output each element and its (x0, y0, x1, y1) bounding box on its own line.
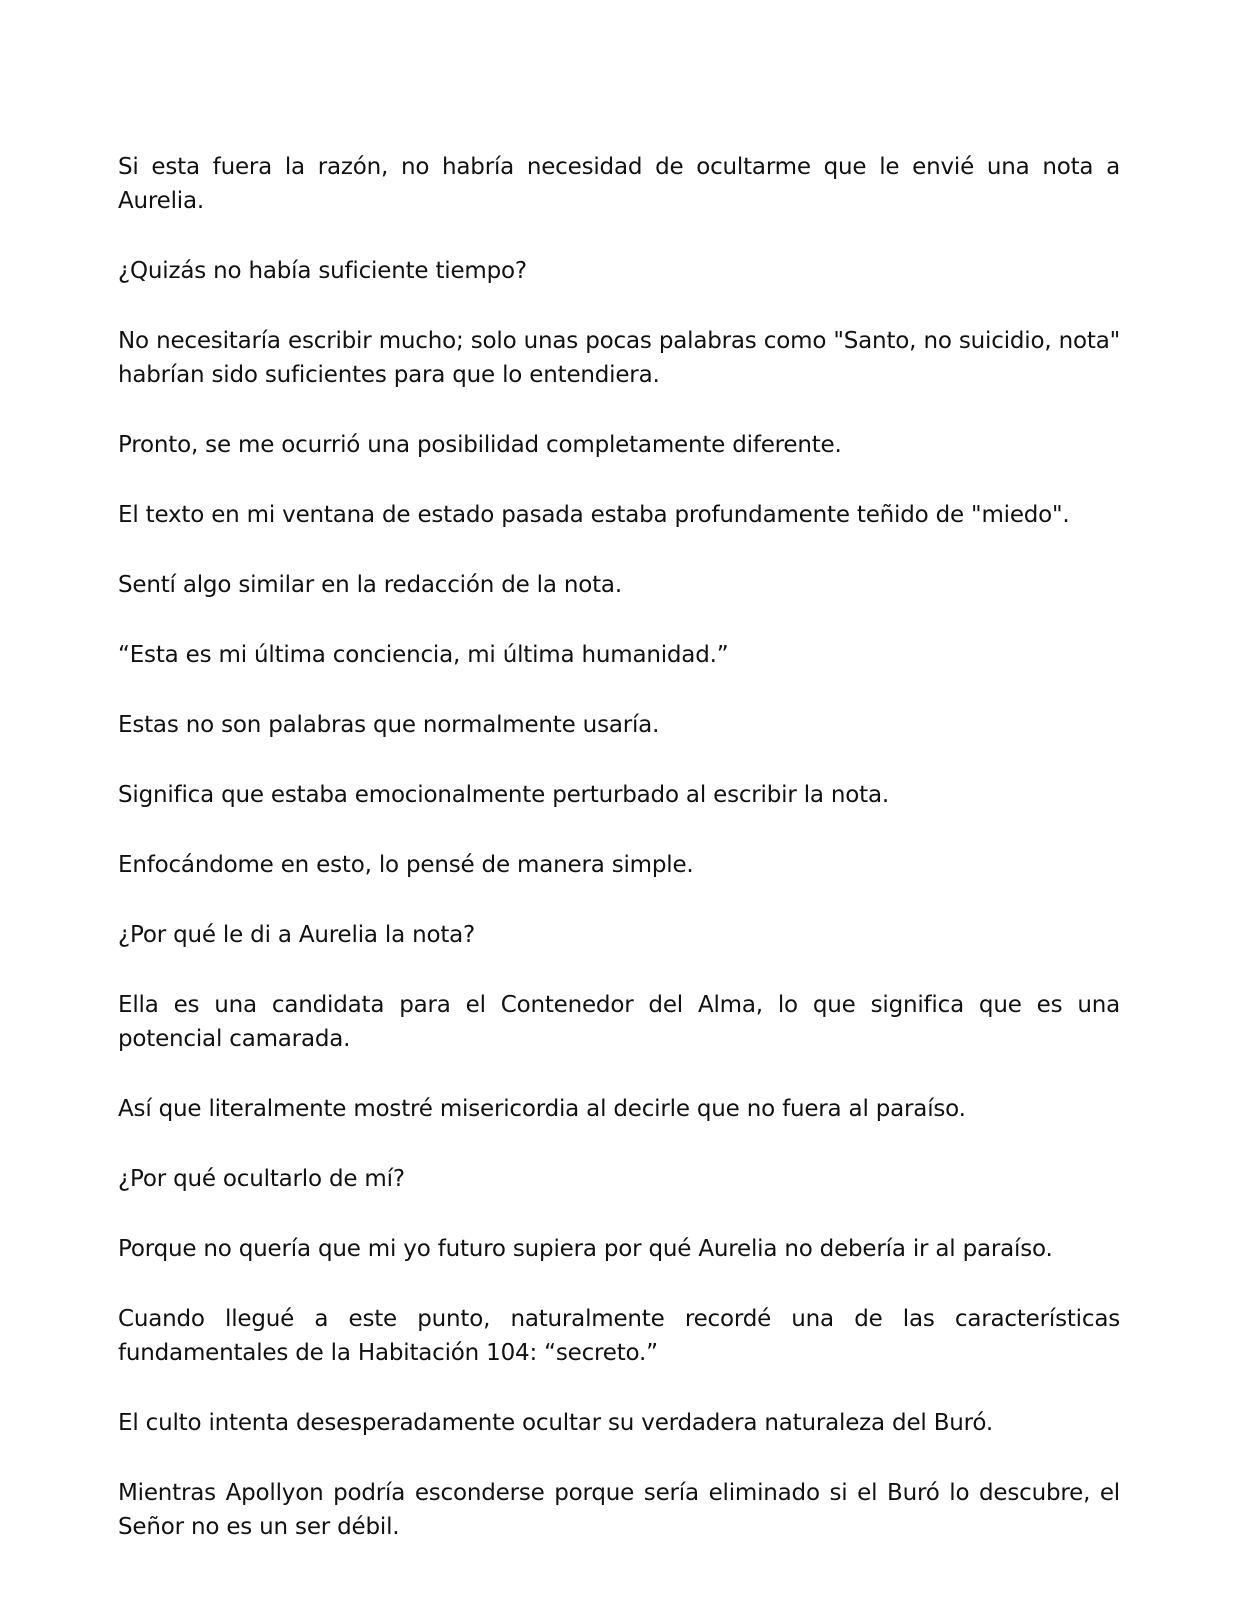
paragraph: Enfocándome en esto, lo pensé de manera simple. (118, 852, 694, 878)
paragraph: Cuando llegué a este punto, naturalmente recordé una de las características fundamentales de la Habitación 104: “secreto.” (118, 1306, 1120, 1366)
paragraph: Significa que estaba emocionalmente perturbado al escribir la nota. (118, 782, 889, 808)
paragraph: ¿Por qué le di a Aurelia la nota? (118, 922, 476, 948)
paragraph: Así que literalmente mostré misericordia al decirle que no fuera al paraíso. (118, 1096, 966, 1122)
document-body (118, 150, 1120, 1580)
paragraph: Pronto, se me ocurrió una posibilidad completamente diferente. (118, 432, 842, 458)
paragraph: Si esta fuera la razón, no habría necesidad de ocultarme que le envié una nota a Aurelia. (118, 154, 1120, 214)
paragraph: Porque no quería que mi yo futuro supiera por qué Aurelia no debería ir al paraíso. (118, 1236, 1053, 1262)
paragraph: ¿Por qué ocultarlo de mí? (118, 1166, 405, 1192)
paragraph: “Esta es mi última conciencia, mi última humanidad.” (118, 642, 729, 668)
paragraph: ¿Quizás no había suficiente tiempo? (118, 258, 527, 284)
paragraph: Estas no son palabras que normalmente usaría. (118, 712, 660, 738)
paragraph: El texto en mi ventana de estado pasada estaba profundamente teñido de "miedo". (118, 502, 1070, 528)
paragraph: No necesitaría escribir mucho; solo unas pocas palabras como "Santo, no suicidio, nota" habrían sido suficientes para que lo entendiera. (118, 328, 1120, 388)
paragraph: Ella es una candidata para el Contenedor del Alma, lo que significa que es una potencial camarada. (118, 992, 1120, 1052)
paragraph: Sentí algo similar en la redacción de la nota. (118, 572, 622, 598)
paragraph: Mientras Apollyon podría esconderse porque sería eliminado si el Buró lo descubre, el Señor no es un ser débil. (118, 1480, 1120, 1540)
paragraph: El culto intenta desesperadamente ocultar su verdadera naturaleza del Buró. (118, 1410, 993, 1436)
